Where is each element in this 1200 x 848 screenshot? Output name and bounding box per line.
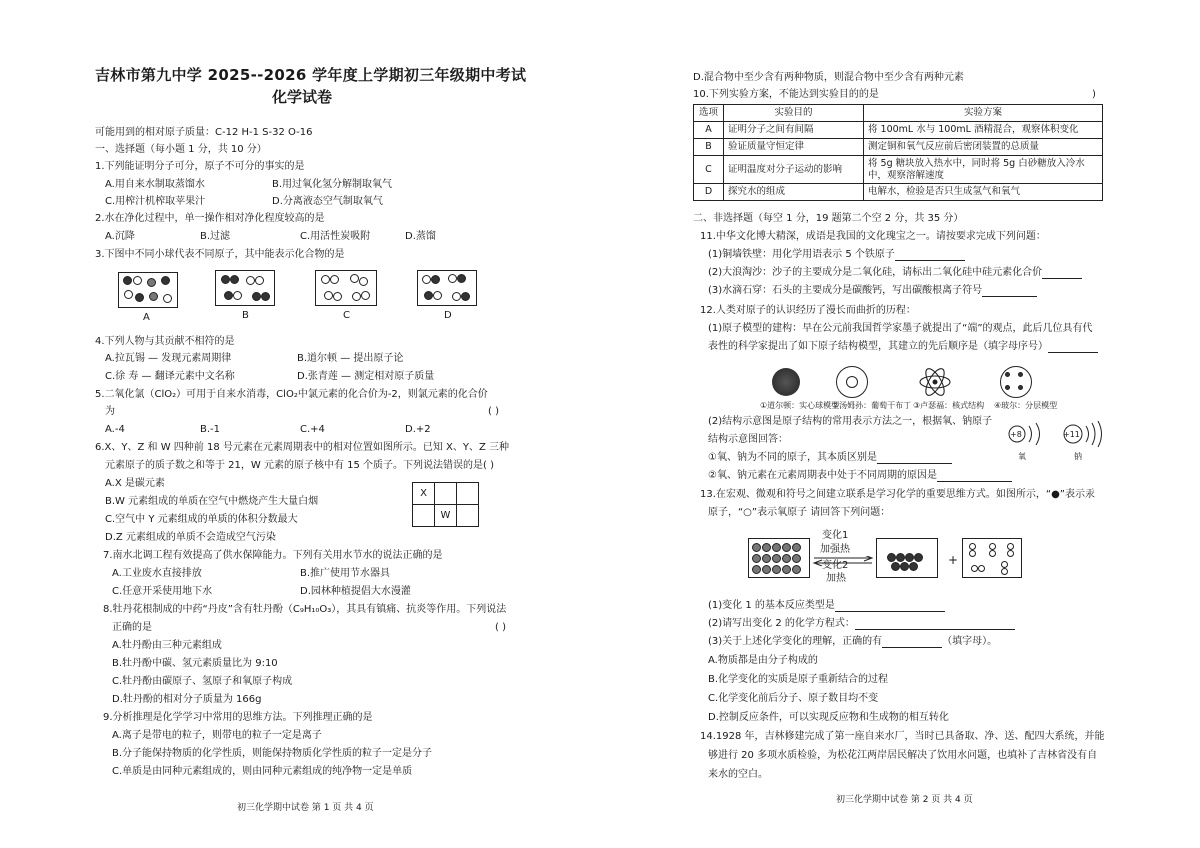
table-cell: 证明温度对分子运动的影响 xyxy=(724,155,864,184)
atomic-mass-line: 可能用到的相对原子质量：C-12 H-1 S-32 O-16 xyxy=(95,127,313,138)
table-cell: A xyxy=(694,121,724,138)
reactant-box xyxy=(748,538,810,578)
q6-periodic-grid xyxy=(412,482,479,527)
q10-table xyxy=(693,104,1103,201)
answer-blank[interactable] xyxy=(882,638,942,648)
q5-answer-paren: ( ) xyxy=(488,406,499,417)
table-row xyxy=(694,138,1103,155)
rutherford-model-icon xyxy=(918,366,952,398)
q1-option-c: C.用榨汁机榨取苹果汁 xyxy=(105,196,206,207)
q3-label-c: C xyxy=(343,310,350,321)
q5-option-d: D.+2 xyxy=(405,424,431,435)
oxygen-core-label: +8 xyxy=(1010,430,1022,439)
q10-answer-paren: ) xyxy=(1092,89,1096,100)
table-cell: 将 100mL 水与 100mL 酒精混合，观察体积变化 xyxy=(864,121,1103,138)
q4-option-c: C.徐 寿 — 翻译元素中文名称 xyxy=(105,371,235,382)
table-header-cell: 实验目的 xyxy=(724,105,864,122)
q13-part-3 xyxy=(708,636,997,648)
q13-option-d: D.控制反应条件，可以实现反应物和生成物的相互转化 xyxy=(708,712,949,723)
table-header-cell: 实验方案 xyxy=(864,105,1103,122)
change-1-label: 变化1 xyxy=(822,530,849,541)
answer-blank[interactable] xyxy=(877,454,952,464)
page-2-footer: 初三化学期中试卷 第 2 页 共 4 页 xyxy=(836,795,973,805)
bohr-model-icon xyxy=(1000,366,1032,398)
q12-part-2: (2)结构示意图是原子结构的常用表示方法之一，根据氧、钠原子 xyxy=(708,416,993,427)
answer-blank[interactable] xyxy=(855,620,1015,630)
sodium-core-label: +11 xyxy=(1063,430,1080,439)
q3-label-b: B xyxy=(242,310,249,321)
q4-option-b: B.道尔顿 — 提出原子论 xyxy=(297,353,404,364)
q1-option-d: D.分离液态空气制取氧气 xyxy=(272,196,383,207)
change-2-label: 变化2 xyxy=(822,560,849,571)
q12-part-2-b xyxy=(708,470,1012,482)
model-caption-2: ②汤姆孙：葡萄干布丁 xyxy=(832,401,912,410)
q11-part-1 xyxy=(708,249,965,261)
question-2: 2.水在净化过程中，单一操作相对净化程度较高的是 xyxy=(95,213,325,224)
question-9: 9.分析推理是化学学习中常用的思维方法。下列推理正确的是 xyxy=(103,712,373,723)
question-6-cont: 元素原子的质子数之和等于 21，W 元素的原子核中有 15 个质子。下列说法错误的是( ) xyxy=(105,460,495,471)
q7-option-c: C.任意开采使用地下水 xyxy=(112,586,213,597)
table-cell: 将 5g 糖块放入热水中，同时将 5g 白砂糖放入冷水中，观察溶解速度 xyxy=(864,155,1103,184)
q13-option-b: B.化学变化的实质是原子重新结合的过程 xyxy=(708,674,889,685)
q12-part-2-a xyxy=(708,452,952,464)
q13-part-2 xyxy=(708,618,1015,630)
q11-part-3-text: (3)水滴石穿：石头的主要成分是碳酸钙，写出碳酸根离子符号 xyxy=(708,285,983,296)
q7-option-b: B.推广使用节水器具 xyxy=(300,568,391,579)
question-8-cont: 正确的是 xyxy=(112,622,152,633)
table-row xyxy=(694,121,1103,138)
section-1-heading: 一、选择题（每小题 1 分，共 10 分） xyxy=(95,144,267,155)
q2-option-c: C.用活性炭吸附 xyxy=(300,231,371,242)
q9-option-a: A.离子是带电的粒子，则带电的粒子一定是离子 xyxy=(112,730,322,741)
q12-part-2-b-text: ②氧、钠元素在元素周期表中处于不同周期的原因是 xyxy=(708,470,937,481)
q4-option-d: D.张青莲 — 测定相对原子质量 xyxy=(297,371,435,382)
table-cell: C xyxy=(694,155,724,184)
question-13-cont: 原子，“○”表示氧原子 请回答下列问题： xyxy=(708,507,891,518)
question-1: 1.下列能证明分子可分，原子不可分的事实的是 xyxy=(95,161,305,172)
product-hg-box xyxy=(876,538,938,578)
exam-title: 吉林市第九中学 2025--2026 学年度上学期初三年级期中考试 xyxy=(95,66,527,84)
q5-option-b: B.-1 xyxy=(200,424,221,435)
q8-option-b: B.牡丹酚中碳、氢元素质量比为 9:10 xyxy=(112,658,278,669)
answer-blank[interactable] xyxy=(895,251,965,261)
table-header-row xyxy=(694,105,1103,122)
q13-option-a: A.物质都是由分子构成的 xyxy=(708,655,818,666)
q12-part-1: (1)原子模型的建构：早在公元前我国哲学家墨子就提出了“端”的观点，此后几位具有代 xyxy=(708,323,1093,334)
table-cell: 测定铜和氧气反应前后密闭装置的总质量 xyxy=(864,138,1103,155)
answer-blank[interactable] xyxy=(1042,269,1082,279)
q5-option-a: A.-4 xyxy=(105,424,125,435)
q6-option-c: C.空气中 Y 元素组成的单质的体积分数最大 xyxy=(105,514,298,525)
dalton-model-icon xyxy=(772,368,800,396)
section-2-heading: 二、非选择题（每空 1 分，19 题第二个空 2 分，共 35 分） xyxy=(693,213,964,224)
table-header-cell: 选项 xyxy=(694,105,724,122)
q9-option-c: C.单质是由同种元素组成的，则由同种元素组成的纯净物一定是单质 xyxy=(112,766,413,777)
q11-part-2 xyxy=(708,267,1082,279)
table-row xyxy=(694,155,1103,184)
q13-part-1 xyxy=(708,600,945,612)
q2-option-b: B.过滤 xyxy=(200,231,231,242)
q12-part-1-cont-text: 表性的科学家提出了如下原子结构模型，其建立的先后顺序是（填字母序号） xyxy=(708,341,1048,352)
q9-option-b: B.分子能保持物质的化学性质，则能保持物质化学性质的粒子一定是分子 xyxy=(112,748,433,759)
q1-option-a: A.用自来水制取蒸馏水 xyxy=(105,179,205,190)
q7-option-d: D.园林种植提倡大水漫灌 xyxy=(300,586,411,597)
table-cell: 探究水的组成 xyxy=(724,184,864,201)
q11-part-2-text: (2)大浪淘沙：沙子的主要成分是二氧化硅，请标出二氧化硅中硅元素化合价 xyxy=(708,267,1043,278)
model-caption-4: ④玻尔：分层模型 xyxy=(994,401,1058,410)
model-caption-3: ③卢瑟福：核式结构 xyxy=(913,401,985,410)
q2-option-d: D.蒸馏 xyxy=(405,231,436,242)
page-2 xyxy=(600,0,1200,848)
q11-part-3 xyxy=(708,285,1037,297)
model-caption-1: ①道尔顿：实心球模型 xyxy=(760,401,840,410)
q13-part-3-tail: （填字母）。 xyxy=(942,636,998,647)
exam-subtitle: 化学试卷 xyxy=(272,88,333,106)
q13-part-1-text: (1)变化 1 的基本反应类型是 xyxy=(708,600,835,611)
question-5-cont: 为 xyxy=(105,406,115,417)
sodium-label: 钠 xyxy=(1074,452,1082,461)
change-1-condition: 加强热 xyxy=(820,544,850,555)
q8-option-a: A.牡丹酚由三种元素组成 xyxy=(112,640,222,651)
question-13: 13.在宏观、微观和符号之间建立联系是学习化学的重要思维方式。如图所示，“●”表示汞 xyxy=(700,489,1095,500)
q9-option-d: D.混合物中至少含有两种物质，则混合物中至少含有两种元素 xyxy=(693,72,964,83)
q3-label-a: A xyxy=(143,312,150,323)
q3-figure-c xyxy=(315,270,377,306)
q13-part-2-text: (2)请写出变化 2 的化学方程式： xyxy=(708,618,855,629)
table-cell: D xyxy=(694,184,724,201)
q8-option-d: D.牡丹酚的相对分子质量为 166g xyxy=(112,694,262,705)
answer-blank[interactable] xyxy=(937,472,1012,482)
grid-cell-w: W xyxy=(435,505,457,527)
question-10: 10.下列实验方案，不能达到实验目的的是 xyxy=(693,89,879,100)
change-2-condition: 加热 xyxy=(826,573,846,584)
table-cell: 验证质量守恒定律 xyxy=(724,138,864,155)
q8-option-c: C.牡丹酚由碳原子、氢原子和氧原子构成 xyxy=(112,676,293,687)
q3-label-d: D xyxy=(444,310,452,321)
oxygen-label: 氧 xyxy=(1018,452,1026,461)
q6-option-b: B.W 元素组成的单质在空气中燃烧产生大量白烟 xyxy=(105,496,319,507)
question-3: 3.下图中不同小球代表不同原子，其中能表示化合物的是 xyxy=(95,249,345,260)
q5-option-c: C.+4 xyxy=(300,424,325,435)
question-14: 14.1928 年，吉林修建完成了第一座自来水厂，当时已具备取、净、送、配四大系统，并能 xyxy=(700,731,1105,742)
q3-figure-a xyxy=(118,272,178,308)
q8-answer-paren: ( ) xyxy=(495,622,506,633)
table-cell: B xyxy=(694,138,724,155)
q7-option-a: A.工业废水直接排放 xyxy=(112,568,202,579)
q3-figure-b xyxy=(215,270,275,306)
q12-part-2-a-text: ①氧、钠为不同的原子，其本质区别是 xyxy=(708,452,877,463)
answer-blank[interactable] xyxy=(982,287,1037,297)
answer-blank[interactable] xyxy=(1048,343,1098,353)
q2-option-a: A.沉降 xyxy=(105,231,135,242)
q11-part-1-text: (1)铜墙铁壁：用化学用语表示 5 个铁原子 xyxy=(708,249,895,260)
question-5: 5.二氧化氯（ClO₂）可用于自来水消毒，ClO₂中氯元素的化合价为-2，则氯元素的化合价 xyxy=(95,389,488,400)
grid-cell-x: X xyxy=(413,483,435,505)
table-cell: 证明分子之间有间隔 xyxy=(724,121,864,138)
question-8: 8.牡丹花根制成的中药“丹皮”含有牡丹酚（C₉H₁₀O₃），其具有镇痛、抗炎等作用。下列说法 xyxy=(103,604,507,615)
question-12: 12.人类对原子的认识经历了漫长而曲折的历程： xyxy=(700,305,916,316)
q6-option-d: D.Z 元素组成的单质不会造成空气污染 xyxy=(105,532,276,543)
q6-option-a: A.X 是碳元素 xyxy=(105,478,165,489)
q12-part-1-cont xyxy=(708,341,1098,353)
question-11: 11.中华文化博大精深，成语是我国的文化瑰宝之一。请按要求完成下列问题： xyxy=(700,231,1046,242)
q3-figure-d xyxy=(417,270,477,306)
question-6: 6.X、Y、Z 和 W 四种前 18 号元素在元素周期表中的相对位置如图所示。已知 X、Y、Z 三种 xyxy=(95,442,510,453)
q13-part-3-text: (3)关于上述化学变化的理解，正确的有 xyxy=(708,636,883,647)
q13-option-c: C.化学变化前后分子、原子数目均不变 xyxy=(708,693,879,704)
table-row xyxy=(694,184,1103,201)
q1-option-b: B.用过氧化氢分解制取氧气 xyxy=(272,179,393,190)
q4-option-a: A.拉瓦锡 — 发现元素周期律 xyxy=(105,353,232,364)
question-14-cont-2: 来水的空白。 xyxy=(708,769,768,780)
answer-blank[interactable] xyxy=(835,602,945,612)
page-1-footer: 初三化学期中试卷 第 1 页 共 4 页 xyxy=(237,803,374,813)
plus-sign: + xyxy=(948,553,959,567)
question-4: 4.下列人物与其贡献不相符的是 xyxy=(95,336,235,347)
question-7: 7.南水北调工程有效提高了供水保障能力。下列有关用水节水的说法正确的是 xyxy=(103,550,443,561)
question-14-cont: 够进行 20 多项水质检验，为松花江两岸居民解决了饮用水问题，也填补了吉林省没有自 xyxy=(708,750,1098,761)
table-cell: 电解水，检验是否只生成氢气和氧气 xyxy=(864,184,1103,201)
thomson-model-icon xyxy=(836,366,868,398)
q12-part-2-cont: 结构示意图回答： xyxy=(708,434,788,445)
product-o2-box xyxy=(962,538,1022,578)
